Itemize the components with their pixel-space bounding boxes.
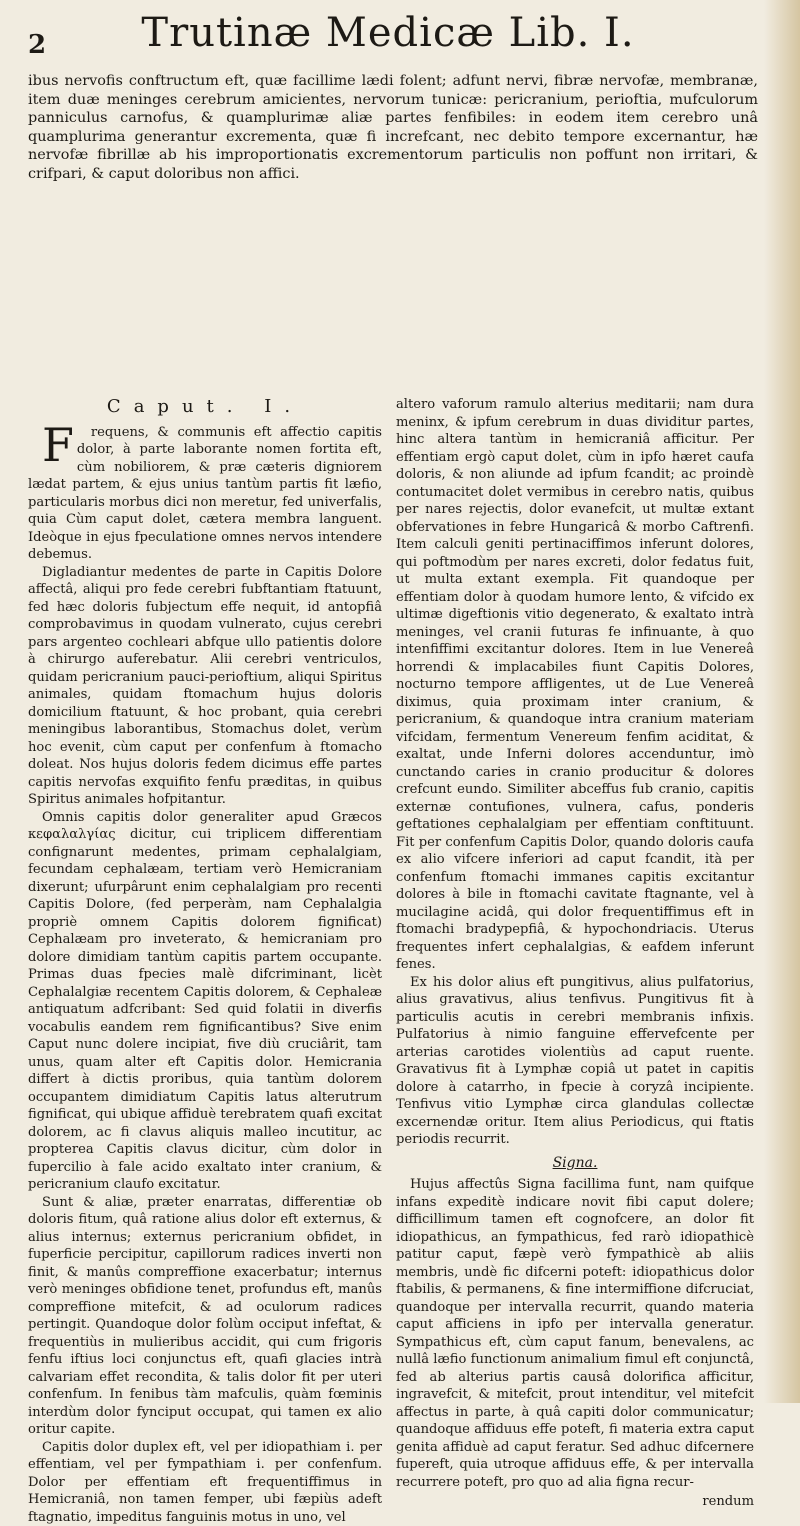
right-paragraph: altero vaforum ramulo alterius meditarii; nam dura meninx, & ipfum cerebrum in duas dividitur partes, hinc altera tantùm in hemicraniâ afficitur. Per effentiam ergò caput dolet, cùm in ipfo hæret caufa doloris, & non aliunde ad ipfum fcandit; ac proindè contumacitet dolet vermibus in cerebro natis, quibus per nares rejectis, dolor evanefcit, ut multæ extant obfervationes in febre Hungaricâ & morbo Caftrenfi. Item calculi geniti pertinaciffimos inferunt dolores, qui poftmodùm per nares excreti, dolor fedatus fuit, ut multa extant exempla. Fit quandoque per effentiam dolor à quodam humore lento, & vifcido ex ultimæ digeftionis vitio degenerato, & exaltato intrà meninges, vel cranii futuras fe infinuante, à quo intenfiffimi excitantur dolores. Item in lue Venereâ horrendi & implacabiles fiunt Capitis Dolores, nocturno tempore affligentes, ut de Lue Venereâ diximus, quia proximam inter cranium, & pericranium, & quandoque intra cranium materiam vifcidam, fermentum Venereum fenfim aciditat, & exaltat, unde Inferni dolores accenduntur, imò cunctando caries in cranio producitur & dolores crefcunt eundo. Similiter abceffus fub cranio, capitis externæ contufiones, vulnera, cafus, ponderis geftationes cephalalgiam per effentiam conftituunt. Fit per confenfum Capitis Dolor, quando doloris caufa ex alio vifcere inferiori ad caput fcandit, ità per confenfum ftomachi immanes capitis excitantur dolores à bile in ftomachi cavitate ftagnante, vel à mucilagine acidâ, qui dolor frequentiffimus eft in ftomachi bradypepfiâ, & hypochondriacis. Uterus frequentes infert cephalalgias, & eafdem inferunt fenes.	[396, 396, 754, 974]
left-paragraph: Omnis capitis dolor generaliter apud Græcos κεφαλαλγίας dicitur, cui triplicem differentiam confignarunt medentes, primam cephalalgiam, fecundam cephalæam, tertiam verò Hemicraniam dixerunt; ufurpârunt enim cephalalgiam pro recenti Capitis Dolore, (fed perperàm, nam Cephalalgia propriè omnem Capitis dolorem fignificat) Cephalæam pro inveterato, & hemicraniam pro dolore dimidiam tantùm capitis partem occupante. Primas duas fpecies malè difcriminant, licèt Cephalalgiæ recentem Capitis dolorem, & Cephaleæ antiquatum adfcribant: Sed quid folatii in diverfis vocabulis eandem rem fignificantibus? Sive enim Caput nunc dolere incipiat, five diù cruciârit, tam unus, quam alter eft Capitis dolor. Hemicrania differt à dictis proribus, quia tantùm dolorem occupantem dimidiatum Capitis latus alterutrum fignificat, qui ubique affiduè terebratem quafi excitat dolorem, ac fi clavus aliquis malleo incutitur, ac propterea Capitis clavus dicitur, cùm dolor in fupercilio à fale acido exaltato inter cranium, & pericranium claufo excitatur.	[28, 809, 382, 1194]
page-number: 2	[28, 30, 46, 60]
catchword: rendum	[396, 1493, 754, 1511]
left-column	[28, 398, 382, 1526]
page-header	[28, 10, 748, 70]
running-title: Trutinæ Medicæ Lib. I.	[28, 10, 748, 56]
left-paragraph: Sunt & aliæ, præter enarratas, differentiæ ob doloris fitum, quâ ratione alius dolor eft externus, & alius internus; externus pericranium obfidet, in fuperficie percipitur, capillorum radices inverti non finit, & manûs compreffione exacerbatur; internus verò meninges obfidione tenet, profundus eft, manûs compreffione mitefcit, & ad oculorum radices pertingit. Quandoque dolor folùm occiput infeftat, & frequentiùs in mulieribus accidit, qui cum frigoris fenfu iftius loci conjunctus eft, quafi glacies intrà calvariam effet recondita, & talis dolor fit per uteri confenfum. In fenibus tàm mafculis, quàm fœminis interdùm dolor fynciput occupat, qui tamen ex alio oritur capite.	[28, 1194, 382, 1439]
page-edge-shadow	[764, 0, 800, 1403]
right-column	[396, 396, 754, 1511]
left-paragraph: Frequens, & communis eft affectio capitis dolor, à parte laborante nomen fortita eft, cùm nobiliorem, & præ cæteris digniorem lædat partem, & ejus unius tantùm partis fit læfio, particularis morbus dici non meretur, fed univerfalis, quia Cùm caput dolet, cætera membra languent. Ideòque in ejus fpeculatione omnes nervos intendere debemus.	[28, 424, 382, 564]
left-paragraph: Digladiantur medentes de parte in Capitis Dolore affectâ, aliqui pro fede cerebri fubftantiam ftatuunt, fed hæc doloris fubjectum effe nequit, id antopfiâ comprobavimus in quodam vulnerato, cujus cerebri pars argenteo cochleari abfque ullo patientis dolore à chirurgo auferebatur. Alii cerebri ventriculos, quidam pericranium pauci-perioftium, aliqui Spiritus animales, quidam ftomachum hujus doloris domicilium ftatuunt, & hoc probant, quia cerebri meningibus laborantibus, Stomachus dolet, verùm hoc evenit, cùm caput per confenfum à ftomacho doleat. Nos hujus doloris fedem dicimus effe partes capitis nervofas exquifito fenfu præditas, in quibus Spiritus animales hofpitantur.	[28, 564, 382, 809]
section-heading-signa: Signa.	[396, 1155, 754, 1173]
intro-paragraph: ibus nervofis conftructum eft, quæ facillime lædi folent; adfunt nervi, fibræ nervofæ, membranæ, item duæ meninges cerebrum amicientes, nervorum tunicæ: pericranium, perioftia, mufculorum panniculus carnofus, & quamplurimæ aliæ partes fenfibiles: in eodem item cerebro unâ quamplurima generantur excrementa, quæ fi increfcant, nec debito tempore excernantur, hæ nervofæ fibrillæ ab his improportionatis excrementorum particulis non poffunt non irritari, & crifpari, & caput doloribus non affici.	[28, 72, 758, 184]
chapter-heading: Caput. I.	[28, 398, 382, 416]
left-paragraph: Capitis dolor duplex eft, vel per idiopathiam i. per effentiam, vel per fympathiam i. per confenfum. Dolor per effentiam eft frequentiffimus in Hemicraniâ, non tamen femper, ubi fæpiùs adeft ftagnatio, impeditus fanguinis motus in uno, vel	[28, 1439, 382, 1526]
right-paragraph: Ex his dolor alius eft pungitivus, alius pulfatorius, alius gravativus, alius tenfivus. Pungitivus fit à particulis acutis in cerebri membranis infixis. Pulfatorius à nimio fanguine effervefcente per arterias carotides violentiùs ad caput ruente. Gravativus fit à Lymphæ copiâ ut patet in capitis dolore à catarrho, in fpecie à coryzâ incipiente. Tenfivus vitio Lymphæ circa glandulas collectæ excernendæ oritur. Item alius Periodicus, qui ftatis periodis recurrit.	[396, 974, 754, 1149]
signa-paragraph: Hujus affectûs Signa facillima funt, nam quifque infans expeditè indicare novit fibi caput dolere; difficillimum tamen eft cognofcere, an dolor fit idiopathicus, an fympathicus, fed rarò idiopathicè patitur caput, fæpè verò fympathicè ab aliis membris, undè fic difcerni poteft: idiopathicus dolor ftabilis, & permanens, & fine intermiffione difcruciat, quandoque per intervalla recurrit, quando materia caput afficiens in ipfo per intervalla generatur. Sympathicus eft, cùm caput fanum, benevalens, ac nullâ læfio functionum animalium fimul eft conjunctâ, fed ab alterius partis causâ dolorifica afficitur, ingravefcit, & mitefcit, prout intenditur, vel mitefcit affectus in parte, à quâ capiti dolor communicatur; quandoque affiduus effe poteft, fi materia extra caput genita affiduè ad caput feratur. Sed adhuc difcernere fupereft, quia utroque affiduus effe, & per intervalla recurrere poteft, pro quo ad alia figna recur-	[396, 1176, 754, 1491]
